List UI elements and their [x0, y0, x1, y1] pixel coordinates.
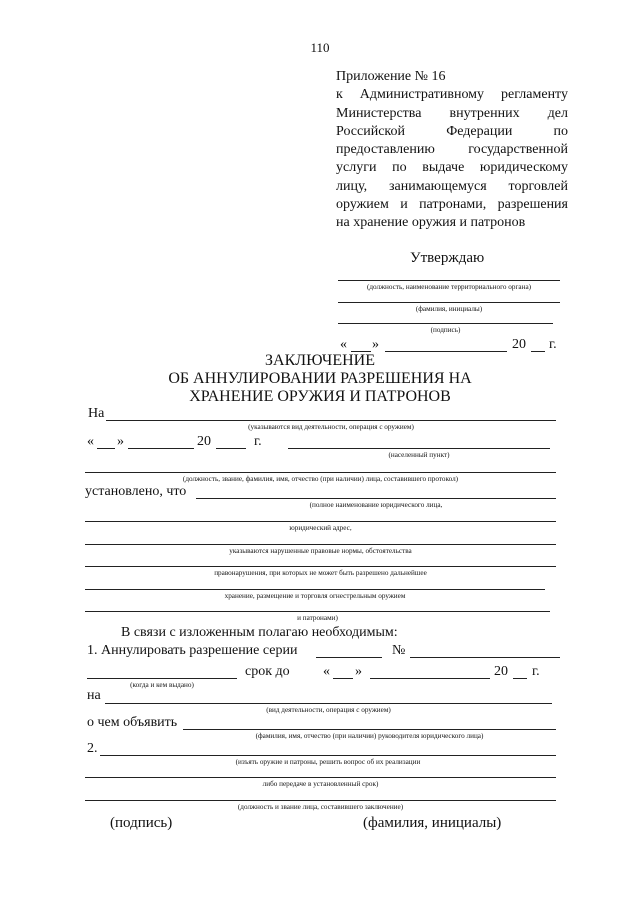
na-label: На	[88, 406, 105, 421]
year-prefix: 20	[197, 434, 211, 449]
approve-signature-line[interactable]	[338, 323, 553, 324]
transfer-caption: либо передаче в установленный срок)	[262, 780, 379, 788]
doc-title-line1: ЗАКЛЮЧЕНИЕ	[265, 352, 375, 369]
term-label: срок до	[245, 664, 290, 679]
conclusion-official-caption: (должность и звание лица, составившего заключение)	[237, 803, 404, 811]
year-line[interactable]	[216, 448, 246, 449]
issued-caption: (когда и кем выдано)	[130, 681, 194, 689]
term-day-line[interactable]	[333, 678, 353, 679]
official-caption: (должность, звание, фамилия, имя, отчество (при наличии) лица, составившего протокол)	[182, 475, 459, 483]
series-line[interactable]	[316, 657, 382, 658]
director-caption: (фамилия, имя, отчество (при наличии) руководителя юридического лица)	[255, 732, 484, 740]
settlement-caption: (населенный пункт)	[388, 451, 450, 459]
doc-title-line3: ХРАНЕНИЕ ОРУЖИЯ И ПАТРОНОВ	[189, 388, 451, 405]
item2-label: 2.	[87, 741, 98, 756]
term-year: 20	[494, 664, 508, 679]
annex-line: лицу, занимающемуся торговлей	[336, 178, 568, 194]
patrons-caption: и патронами)	[297, 614, 338, 622]
decision-activity-caption: (вид деятельности, операция с оружием)	[266, 706, 391, 714]
annex-title: Приложение № 16	[336, 69, 446, 84]
doc-title-line2: ОБ АННУЛИРОВАНИИ РАЗРЕШЕНИЯ НА	[168, 370, 472, 387]
settlement-line[interactable]	[288, 448, 550, 449]
decision-intro: В связи с изложенным полагаю необходимым:	[121, 625, 398, 640]
offense-caption: правонарушения, при которых не может быть разрешено дальнейшее	[214, 569, 427, 577]
transfer-line[interactable]	[85, 777, 556, 778]
name-initials-label: (фамилия, инициалы)	[363, 815, 502, 831]
approve-date-close: »	[372, 337, 379, 352]
activity-caption: (указываются вид деятельности, операция с оружием)	[248, 423, 414, 431]
approve-signature-caption: (подпись)	[430, 326, 461, 334]
number-label: №	[392, 643, 406, 658]
approve-position-caption: (должность, наименование территориального органа)	[366, 283, 532, 291]
annex-line: к Административному регламенту	[336, 87, 568, 103]
storage-line[interactable]	[85, 589, 545, 590]
official-line[interactable]	[85, 472, 556, 473]
confiscate-line[interactable]	[100, 755, 556, 756]
violations-caption: указываются нарушенные правовые нормы, обстоятельства	[229, 547, 412, 555]
storage-caption: хранение, размещение и торговля огнестрельным оружием	[224, 592, 406, 600]
address-line[interactable]	[85, 521, 556, 522]
director-line[interactable]	[183, 729, 556, 730]
decision-activity-line[interactable]	[105, 703, 552, 704]
annex-block	[336, 68, 568, 233]
term-date-close: »	[355, 664, 362, 679]
approve-date-open: «	[340, 337, 347, 352]
approve-label: Утверждаю	[410, 250, 485, 266]
approve-name-line[interactable]	[338, 302, 560, 303]
violations-line[interactable]	[85, 544, 556, 545]
term-month-line[interactable]	[370, 678, 490, 679]
confiscate-caption: (изъять оружие и патроны, решить вопрос об их реализации	[235, 758, 421, 766]
established-label: установлено, что	[85, 484, 187, 499]
entity-caption: (полное наименование юридического лица,	[309, 501, 443, 509]
year-suffix: г.	[254, 434, 262, 449]
annex-line: предоставлению государственной	[336, 142, 568, 158]
month-line[interactable]	[128, 448, 194, 449]
activity-line[interactable]	[106, 420, 556, 421]
day-line[interactable]	[97, 448, 115, 449]
page-number: 110	[310, 40, 330, 55]
approve-name-caption: (фамилия, инициалы)	[415, 305, 483, 313]
annex-line: Министерства внутренних дел	[336, 105, 568, 121]
signature-label: (подпись)	[110, 815, 173, 831]
approve-position-line[interactable]	[338, 280, 560, 281]
approve-year-suffix: г.	[549, 337, 557, 352]
term-year-suffix: г.	[532, 664, 540, 679]
date-close: »	[117, 434, 124, 449]
term-year-line[interactable]	[513, 678, 527, 679]
number-line[interactable]	[410, 657, 560, 658]
annex-line: услуги по выдаче юридическому	[336, 160, 568, 176]
offense-line[interactable]	[85, 566, 556, 567]
patrons-line[interactable]	[85, 611, 550, 612]
address-caption: юридический адрес,	[289, 524, 352, 532]
decision-na-label: на	[87, 688, 101, 703]
conclusion-official-line[interactable]	[85, 800, 556, 801]
approve-year: 20	[512, 337, 526, 352]
item1-text: 1. Аннулировать разрешение серии	[87, 643, 298, 658]
annex-line: Российской Федерации по	[336, 123, 568, 139]
date-open: «	[87, 434, 94, 449]
annex-last-line: на хранение оружия и патронов	[336, 215, 526, 231]
announce-label: о чем объявить	[87, 715, 178, 730]
term-date-open: «	[323, 664, 330, 679]
entity-line[interactable]	[196, 498, 556, 499]
annex-line: оружием и патронами, разрешения	[336, 197, 568, 213]
issued-line[interactable]	[87, 678, 237, 679]
